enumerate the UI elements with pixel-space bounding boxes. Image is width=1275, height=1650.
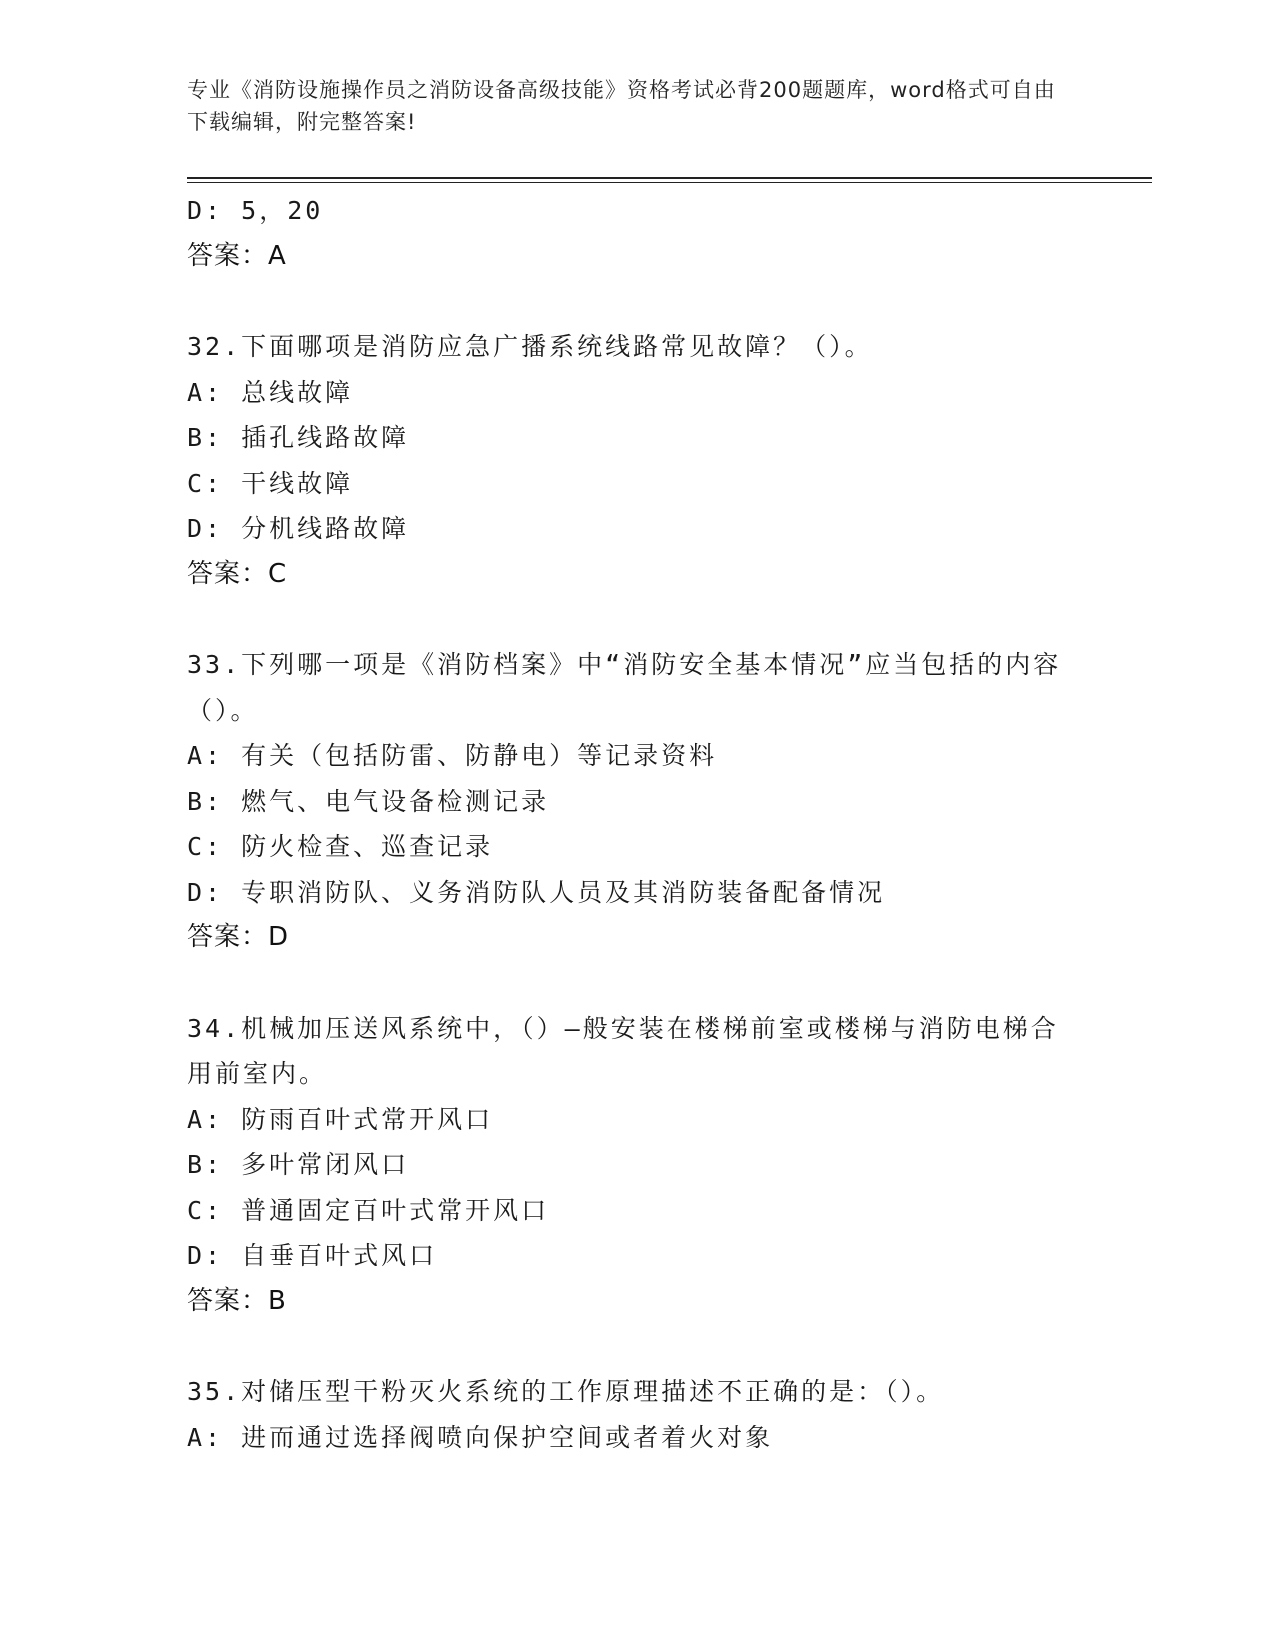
option-d: D: 分机线路故障	[187, 514, 410, 543]
option-a: A: 总线故障	[187, 377, 354, 407]
option-c: C: 普通固定百叶式常开风口	[187, 1195, 550, 1225]
previous-question-tail	[187, 188, 1087, 279]
answer: 答案：A	[187, 240, 287, 271]
option-b: B: 插孔线路故障	[187, 423, 410, 452]
question-34	[187, 1006, 1087, 1325]
question-32	[187, 324, 1087, 597]
option-a: A: 有关（包括防雷、防静电）等记录资料	[187, 741, 718, 770]
question-35	[187, 1369, 1087, 1460]
option-b: B: 燃气、电气设备检测记录	[187, 786, 550, 816]
option-b: B: 多叶常闭风口	[187, 1150, 410, 1179]
answer: 答案：D	[187, 922, 290, 952]
question-content	[187, 188, 1087, 1460]
header-divider-thick	[187, 177, 1152, 179]
question-stem: 35.对储压型干粉灭火系统的工作原理描述不正确的是：（）。	[187, 1377, 945, 1406]
option-a: A: 进而通过选择阀喷向保护空间或者着火对象	[187, 1422, 774, 1452]
page-header: 专业《消防设施操作员之消防设备高级技能》资格考试必背200题题库，word格式可自由下载编辑，附完整答案!	[187, 78, 1056, 134]
answer: 答案：B	[187, 1285, 287, 1316]
option-c: C: 防火检查、巡查记录	[187, 832, 494, 861]
option-a: A: 防雨百叶式常开风口	[187, 1104, 494, 1134]
answer: 答案：C	[187, 558, 288, 589]
option-d: D: 自垂百叶式风口	[187, 1241, 438, 1270]
question-stem: 32.下面哪项是消防应急广播系统线路常见故障？（）。	[187, 332, 873, 361]
option-d: D: 5，20	[187, 196, 324, 225]
question-33	[187, 642, 1087, 961]
question-stem: 34.机械加压送风系统中，（）—般安装在楼梯前室或楼梯与消防电梯合用前室内。	[187, 1013, 1059, 1088]
option-c: C: 干线故障	[187, 468, 354, 498]
header-divider-thin	[187, 182, 1152, 183]
question-stem: 33.下列哪一项是《消防档案》中“消防安全基本情况”应当包括的内容（）。	[187, 650, 1062, 725]
option-d: D: 专职消防队、义务消防队人员及其消防装备配备情况	[187, 877, 886, 907]
